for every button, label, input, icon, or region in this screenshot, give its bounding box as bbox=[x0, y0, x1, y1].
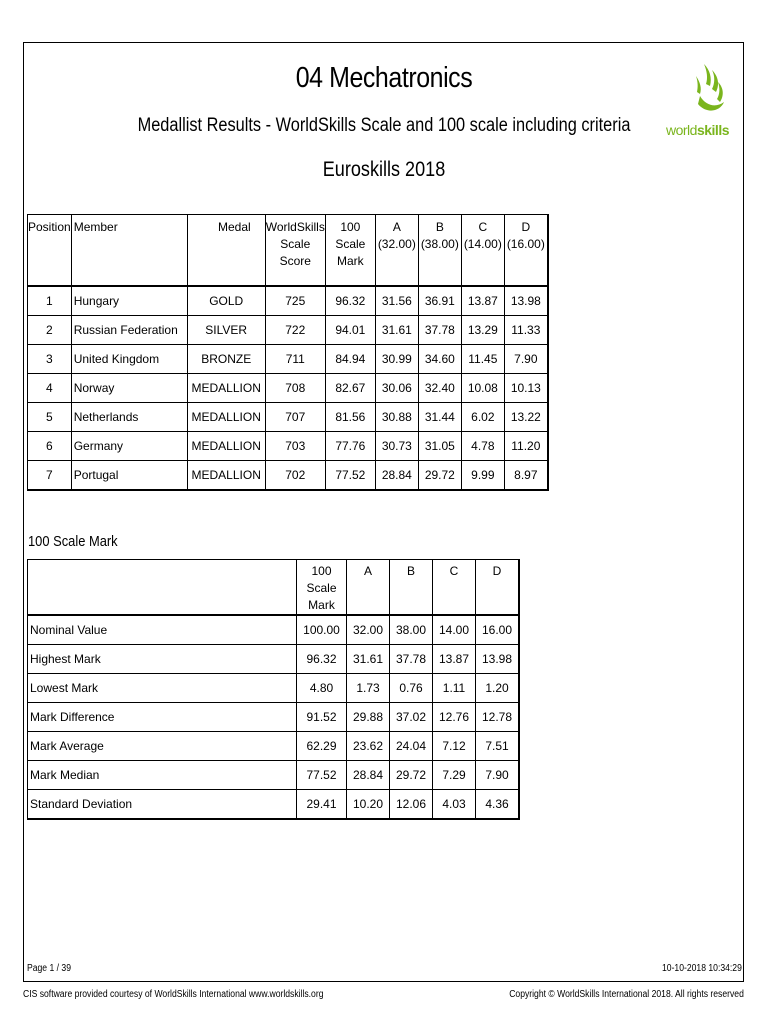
cell-d: 8.97 bbox=[504, 461, 548, 491]
worldskills-logo bbox=[666, 62, 730, 138]
cell-a: 31.61 bbox=[375, 316, 418, 345]
results-row bbox=[28, 374, 548, 403]
cell-medal: GOLD bbox=[187, 286, 265, 316]
col-position: Position bbox=[28, 215, 72, 287]
cell-worldskills-score: 722 bbox=[265, 316, 325, 345]
cell-position: 4 bbox=[28, 374, 72, 403]
cell-medal: MEDALLION bbox=[187, 403, 265, 432]
event-name: Euroskills 2018 bbox=[322, 158, 446, 181]
cell-member: Russian Federation bbox=[71, 316, 187, 345]
cell-a: 30.73 bbox=[375, 432, 418, 461]
col-label bbox=[28, 560, 297, 616]
cell-a: 1.73 bbox=[347, 674, 390, 703]
results-table bbox=[27, 214, 549, 491]
cell-worldskills-score: 703 bbox=[265, 432, 325, 461]
stats-table bbox=[27, 559, 520, 820]
results-row bbox=[28, 286, 548, 316]
col-c: C bbox=[433, 560, 476, 616]
cell-c: 13.29 bbox=[461, 316, 504, 345]
col-member: Member bbox=[71, 215, 187, 287]
cell-member: Norway bbox=[71, 374, 187, 403]
cell-a: 23.62 bbox=[347, 732, 390, 761]
cell-100-scale: 77.52 bbox=[325, 461, 375, 491]
cell-medal: BRONZE bbox=[187, 345, 265, 374]
cell-position: 2 bbox=[28, 316, 72, 345]
cell-d: 7.90 bbox=[504, 345, 548, 374]
cell-a: 28.84 bbox=[375, 461, 418, 491]
cell-label: Nominal Value bbox=[28, 615, 297, 645]
cell-worldskills-score: 702 bbox=[265, 461, 325, 491]
cell-b: 34.60 bbox=[418, 345, 461, 374]
stats-row bbox=[28, 645, 520, 674]
cell-100-scale: 96.32 bbox=[325, 286, 375, 316]
col-a: A (32.00) bbox=[375, 215, 418, 287]
results-row bbox=[28, 432, 548, 461]
cell-member: Hungary bbox=[71, 286, 187, 316]
cell-medal: SILVER bbox=[187, 316, 265, 345]
stats-heading: 100 Scale Mark bbox=[28, 533, 118, 550]
cell-d: 7.90 bbox=[476, 761, 520, 790]
worldskills-hand-icon bbox=[666, 62, 730, 118]
cell-a: 31.56 bbox=[375, 286, 418, 316]
results-row bbox=[28, 316, 548, 345]
cell-c: 7.12 bbox=[433, 732, 476, 761]
cell-b: 37.02 bbox=[390, 703, 433, 732]
stats-row bbox=[28, 674, 520, 703]
cell-d: 10.13 bbox=[504, 374, 548, 403]
cell-d: 12.78 bbox=[476, 703, 520, 732]
cell-100-scale: 100.00 bbox=[297, 615, 347, 645]
cell-label: Mark Median bbox=[28, 761, 297, 790]
cell-100-scale: 96.32 bbox=[297, 645, 347, 674]
cell-c: 6.02 bbox=[461, 403, 504, 432]
page-frame bbox=[23, 42, 744, 982]
cell-label: Mark Average bbox=[28, 732, 297, 761]
cell-medal: MEDALLION bbox=[187, 432, 265, 461]
cell-100-scale: 29.41 bbox=[297, 790, 347, 820]
cell-a: 32.00 bbox=[347, 615, 390, 645]
cell-c: 13.87 bbox=[433, 645, 476, 674]
cell-d: 11.20 bbox=[504, 432, 548, 461]
page-subtitle: Medallist Results - WorldSkills Scale and 100 scale including criteria bbox=[137, 115, 631, 136]
cell-a: 10.20 bbox=[347, 790, 390, 820]
cell-b: 36.91 bbox=[418, 286, 461, 316]
page-number: Page 1 / 39 bbox=[27, 963, 71, 974]
col-c: C (14.00) bbox=[461, 215, 504, 287]
stats-header-row bbox=[28, 560, 520, 616]
cell-member: Portugal bbox=[71, 461, 187, 491]
cell-a: 30.06 bbox=[375, 374, 418, 403]
cell-b: 31.05 bbox=[418, 432, 461, 461]
cell-c: 10.08 bbox=[461, 374, 504, 403]
cell-member: Germany bbox=[71, 432, 187, 461]
cell-c: 7.29 bbox=[433, 761, 476, 790]
cell-member: Netherlands bbox=[71, 403, 187, 432]
cell-c: 12.76 bbox=[433, 703, 476, 732]
cell-a: 31.61 bbox=[347, 645, 390, 674]
cell-c: 13.87 bbox=[461, 286, 504, 316]
cell-100-scale: 77.52 bbox=[297, 761, 347, 790]
stats-row bbox=[28, 732, 520, 761]
cell-position: 3 bbox=[28, 345, 72, 374]
stats-row bbox=[28, 790, 520, 820]
cell-d: 4.36 bbox=[476, 790, 520, 820]
cell-b: 32.40 bbox=[418, 374, 461, 403]
results-header-row bbox=[28, 215, 548, 287]
cell-b: 31.44 bbox=[418, 403, 461, 432]
cell-d: 7.51 bbox=[476, 732, 520, 761]
cell-c: 4.03 bbox=[433, 790, 476, 820]
cell-b: 0.76 bbox=[390, 674, 433, 703]
cell-a: 29.88 bbox=[347, 703, 390, 732]
cell-b: 37.78 bbox=[390, 645, 433, 674]
cell-100-scale: 4.80 bbox=[297, 674, 347, 703]
cell-worldskills-score: 708 bbox=[265, 374, 325, 403]
cell-label: Mark Difference bbox=[28, 703, 297, 732]
software-credit: CIS software provided courtesy of WorldSkills International www.worldskills.org bbox=[23, 989, 324, 1000]
col-d: D bbox=[476, 560, 520, 616]
cell-worldskills-score: 711 bbox=[265, 345, 325, 374]
cell-d: 13.98 bbox=[476, 645, 520, 674]
col-b: B bbox=[390, 560, 433, 616]
col-b: B (38.00) bbox=[418, 215, 461, 287]
cell-b: 29.72 bbox=[418, 461, 461, 491]
cell-b: 29.72 bbox=[390, 761, 433, 790]
cell-d: 13.22 bbox=[504, 403, 548, 432]
cell-label: Highest Mark bbox=[28, 645, 297, 674]
cell-a: 30.88 bbox=[375, 403, 418, 432]
col-worldskills-score: WorldSkills Scale Score bbox=[265, 215, 325, 287]
cell-position: 6 bbox=[28, 432, 72, 461]
cell-100-scale: 94.01 bbox=[325, 316, 375, 345]
cell-medal: MEDALLION bbox=[187, 374, 265, 403]
cell-100-scale: 77.76 bbox=[325, 432, 375, 461]
cell-c: 1.11 bbox=[433, 674, 476, 703]
cell-100-scale: 91.52 bbox=[297, 703, 347, 732]
cell-medal: MEDALLION bbox=[187, 461, 265, 491]
cell-100-scale: 82.67 bbox=[325, 374, 375, 403]
stats-row bbox=[28, 615, 520, 645]
cell-label: Lowest Mark bbox=[28, 674, 297, 703]
cell-100-scale: 84.94 bbox=[325, 345, 375, 374]
cell-100-scale: 81.56 bbox=[325, 403, 375, 432]
cell-c: 9.99 bbox=[461, 461, 504, 491]
cell-a: 28.84 bbox=[347, 761, 390, 790]
results-row bbox=[28, 461, 548, 491]
cell-b: 24.04 bbox=[390, 732, 433, 761]
cell-b: 37.78 bbox=[418, 316, 461, 345]
col-medal: Medal bbox=[187, 215, 265, 287]
cell-worldskills-score: 725 bbox=[265, 286, 325, 316]
cell-a: 30.99 bbox=[375, 345, 418, 374]
copyright-notice: Copyright © WorldSkills International 2018. All rights reserved bbox=[509, 989, 744, 1000]
cell-position: 7 bbox=[28, 461, 72, 491]
cell-label: Standard Deviation bbox=[28, 790, 297, 820]
stats-row bbox=[28, 761, 520, 790]
stats-row bbox=[28, 703, 520, 732]
cell-d: 16.00 bbox=[476, 615, 520, 645]
logo-wordmark: worldskills bbox=[666, 122, 729, 138]
cell-d: 1.20 bbox=[476, 674, 520, 703]
results-row bbox=[28, 403, 548, 432]
col-100-scale: 100 Scale Mark bbox=[325, 215, 375, 287]
cell-b: 12.06 bbox=[390, 790, 433, 820]
cell-c: 14.00 bbox=[433, 615, 476, 645]
printed-timestamp: 10-10-2018 10:34:29 bbox=[662, 963, 742, 974]
results-row bbox=[28, 345, 548, 374]
cell-member: United Kingdom bbox=[71, 345, 187, 374]
cell-b: 38.00 bbox=[390, 615, 433, 645]
cell-d: 11.33 bbox=[504, 316, 548, 345]
cell-position: 5 bbox=[28, 403, 72, 432]
cell-c: 4.78 bbox=[461, 432, 504, 461]
cell-100-scale: 62.29 bbox=[297, 732, 347, 761]
cell-c: 11.45 bbox=[461, 345, 504, 374]
cell-position: 1 bbox=[28, 286, 72, 316]
col-a: A bbox=[347, 560, 390, 616]
page-title: 04 Mechatronics bbox=[295, 62, 473, 94]
cell-worldskills-score: 707 bbox=[265, 403, 325, 432]
col-d: D (16.00) bbox=[504, 215, 548, 287]
col-100-scale: 100 Scale Mark bbox=[297, 560, 347, 616]
cell-d: 13.98 bbox=[504, 286, 548, 316]
